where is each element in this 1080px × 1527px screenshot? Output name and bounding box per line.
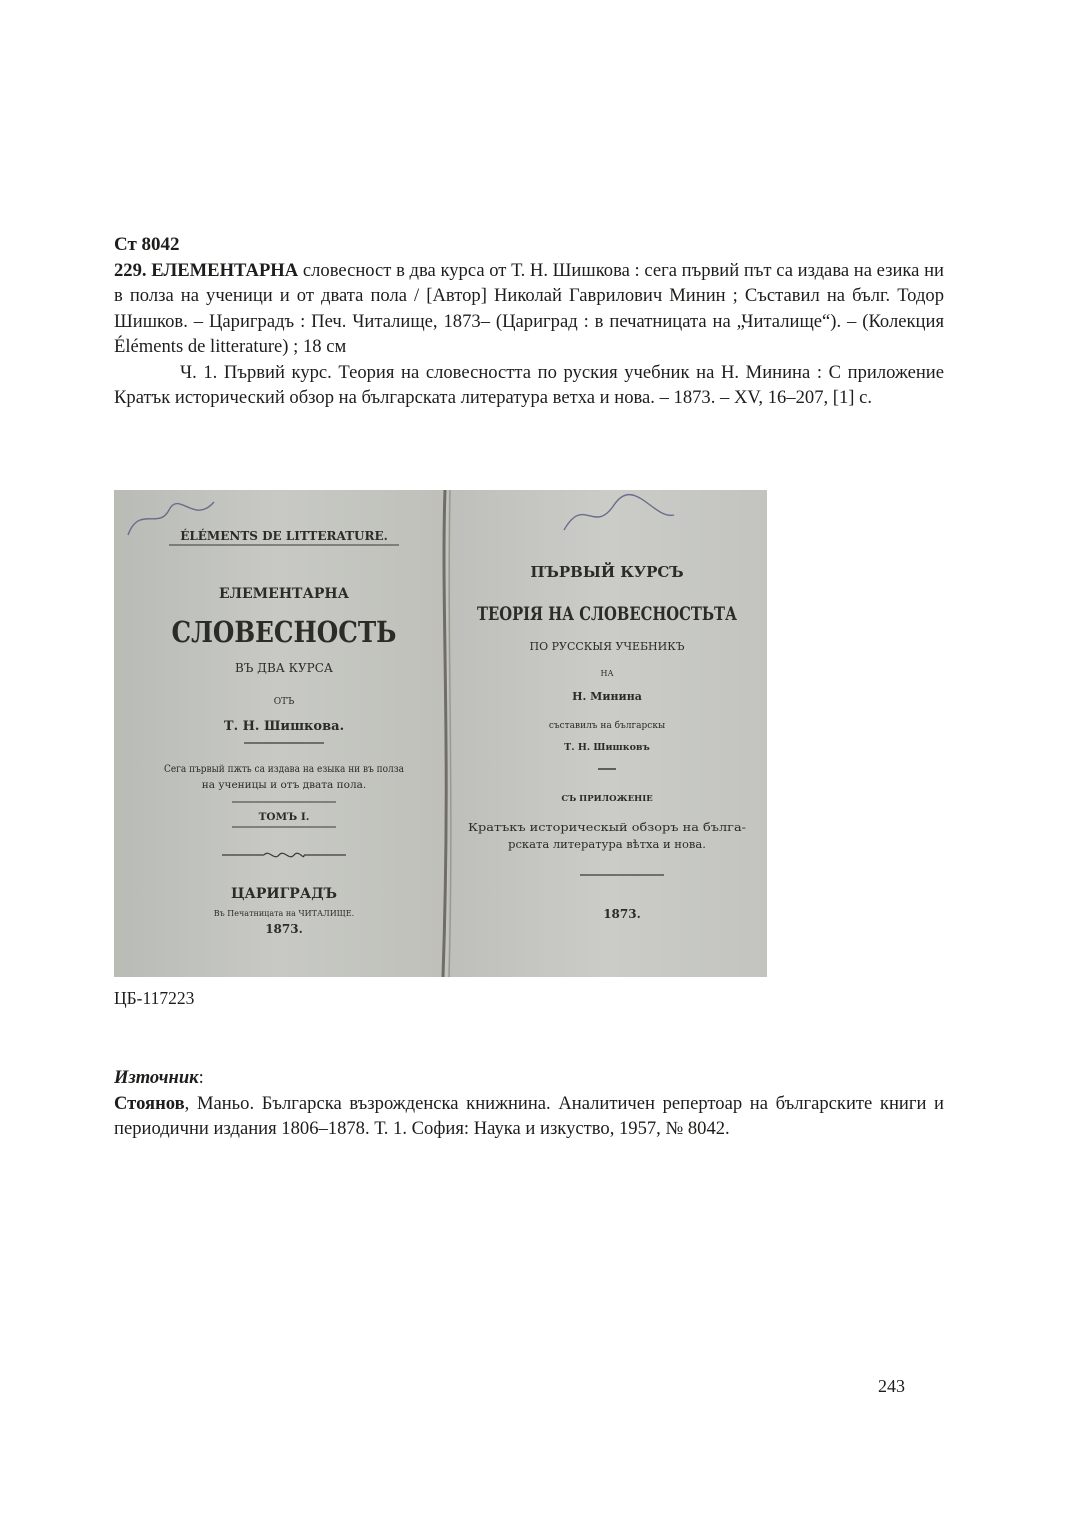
shelfmark: Ст 8042 xyxy=(114,234,180,255)
left-city: ЦАРИГРАДЪ xyxy=(230,886,338,902)
left-desc-2: на ученицы и отъ двата пола. xyxy=(201,779,367,791)
source-section xyxy=(114,1065,944,1142)
left-ot: ОТЪ xyxy=(273,697,295,707)
left-year: 1873. xyxy=(265,922,303,936)
photo-caption: ЦБ-117223 xyxy=(114,988,195,1008)
left-printer: Въ Печатницата на ЧИТАЛИЩЕ. xyxy=(213,909,355,918)
catalog-entry xyxy=(114,232,944,411)
right-na: НА xyxy=(600,669,614,678)
right-compiled: съставилъ на българскы xyxy=(548,721,666,731)
right-line-1: ПО РУССКЫЯ УЧЕБНИКЪ xyxy=(529,640,685,653)
entry-description xyxy=(114,258,944,360)
title-pages-photo xyxy=(114,490,767,977)
left-author: Т. Н. Шишкова. xyxy=(223,719,345,734)
left-volume: ТОМЪ I. xyxy=(258,811,310,823)
right-year: 1873. xyxy=(603,907,641,921)
left-title-big: СЛОВЕСНОСТЬ xyxy=(171,615,397,649)
left-series: ÉLÉMENTS DE LITTERATURE. xyxy=(180,529,388,543)
page-number: 243 xyxy=(878,1376,905,1396)
source-citation xyxy=(114,1091,944,1142)
right-desc-2: рската литература вѣтха и нова. xyxy=(508,837,706,851)
right-desc-1: Кратъкъ историческый обзоръ на бълга- xyxy=(468,820,747,834)
right-author: Н. Минина xyxy=(572,690,642,703)
left-desc-1: Сега първый пжть са издава на езыка ни въ полза xyxy=(164,763,404,775)
source-author: Стоянов xyxy=(114,1092,185,1114)
source-citation-text: , Маньо. Българска възрожденска книжнина. Аналитичен репертоар на българските книги и периодични издания 1806–1878. Т. 1. София: Наука и изкуство, 1957, № 8042. xyxy=(114,1092,944,1139)
source-colon: : xyxy=(198,1067,204,1088)
right-compiler: Т. Н. Шишковъ xyxy=(564,742,650,753)
entry-volume: Ч. 1. Първий курс. Теория на словесността по руския учебник на Н. Минина : С приложение Кратък исторический обзор на българската литература ветха и нова. – 1873. – XV, 16–207, [1] с. xyxy=(114,361,944,408)
entry-number: 229. ЕЛЕМЕНТАРНА xyxy=(114,259,299,281)
right-course: ПЪРВЫЙ КУРСЪ xyxy=(530,563,684,581)
left-title-small: ЕЛЕМЕНТАРНА xyxy=(218,586,350,602)
right-appendix: СЪ ПРИЛОЖЕНІЕ xyxy=(561,794,653,804)
entry-description-text: словесност в два курса от Т. Н. Шишкова : сега първий път са издава на езика ни в полза на ученици и от двата пола / [Автор] Николай Гаврилович Минин ; Съставил на бълг. Тодор Шишков. – Цариградъ : Печ. Читалище, 1873– (Цариград : в печатницата на „Читалище“). – (Колекция Éléments de litterature) ; 18 см xyxy=(114,259,945,357)
right-title: ТЕОРІЯ НА СЛОВЕСНОСТЬТА xyxy=(477,603,738,625)
left-courses: ВЪ ДВА КУРСА xyxy=(235,661,333,675)
source-heading: Източник xyxy=(114,1067,199,1088)
